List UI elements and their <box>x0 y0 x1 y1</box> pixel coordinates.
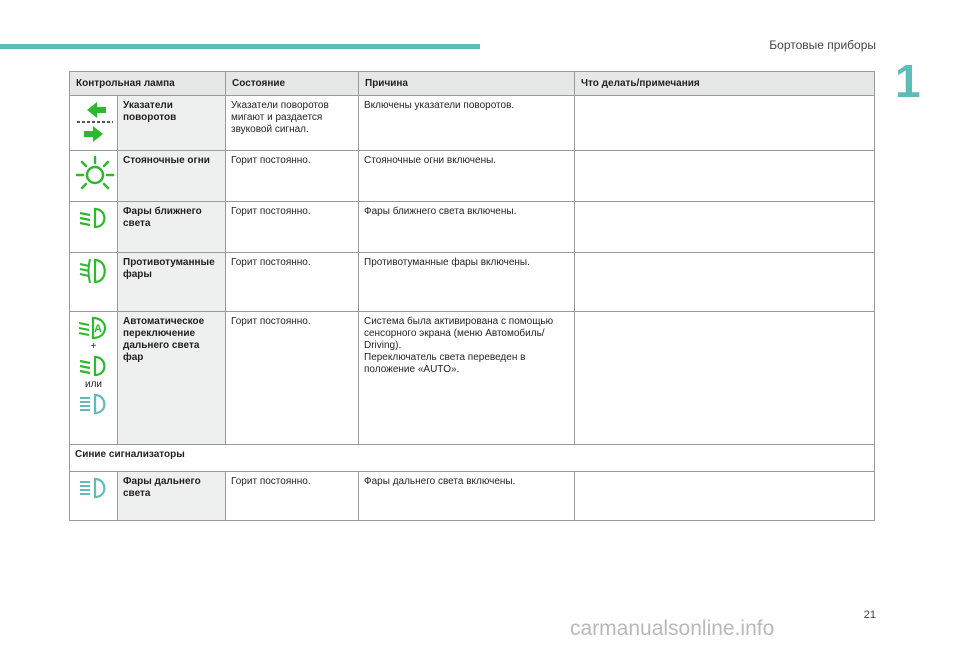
or-separator: или <box>84 379 102 390</box>
lamp-action <box>575 253 875 312</box>
lamp-name: Противотуманные фары <box>118 253 226 312</box>
lamp-action <box>575 96 875 151</box>
table-row <box>70 312 875 445</box>
lamp-state: Горит постоянно. <box>226 312 359 445</box>
table-row <box>70 96 875 151</box>
header-cause: Причина <box>359 72 575 96</box>
lamp-cause: Стояночные огни включены. <box>359 151 575 202</box>
watermark: carmanualsonline.info <box>570 617 775 640</box>
turn-signal-arrows-icon <box>75 100 115 144</box>
header-lamp: Контрольная лампа <box>70 72 226 96</box>
header-accent-bar <box>0 44 480 49</box>
table-row <box>70 472 875 521</box>
lamp-name: Указатели поворотов <box>118 96 226 151</box>
table-row <box>70 151 875 202</box>
lamp-cause: Фары дальнего света включены. <box>359 472 575 521</box>
page-number: 21 <box>863 609 876 621</box>
dipped-beam-icon <box>77 206 111 230</box>
lamp-name: Автоматическое переключение дальнего света фар <box>118 312 226 445</box>
lamp-action <box>575 312 875 445</box>
dipped-beam-icon <box>77 354 111 378</box>
lamp-action <box>575 472 875 521</box>
lamp-name: Фары ближнего света <box>118 202 226 253</box>
chapter-number: 1 <box>895 55 921 107</box>
sidelights-icon <box>75 155 115 195</box>
main-beam-icon <box>77 392 111 416</box>
lamp-name: Фары дальнего света <box>118 472 226 521</box>
section-title: Бортовые приборы <box>769 38 876 52</box>
plus-separator: + <box>90 341 97 352</box>
warning-lamps-table <box>69 71 875 521</box>
lamp-cause: Система была активирована с помощью сенсорного экрана (меню Автомобиль/ Driving). Переключатель света переведен в положение «AUTO». <box>359 312 575 445</box>
blue-section-title: Синие сигнализаторы <box>70 445 875 472</box>
lamp-state: Горит постоянно. <box>226 202 359 253</box>
auto-headlamp-icon <box>77 316 111 340</box>
lamp-state: Указатели поворотов мигают и раздается звуковой сигнал. <box>226 96 359 151</box>
lamp-cause: Включены указатели поворотов. <box>359 96 575 151</box>
table-row <box>70 253 875 312</box>
lamp-state: Горит постоянно. <box>226 253 359 312</box>
lamp-action <box>575 151 875 202</box>
svg-text:A: A <box>93 323 102 335</box>
lamp-name: Стояночные огни <box>118 151 226 202</box>
lamp-state: Горит постоянно. <box>226 472 359 521</box>
lamp-cause: Фары ближнего света включены. <box>359 202 575 253</box>
table-row <box>70 202 875 253</box>
lamp-state: Горит постоянно. <box>226 151 359 202</box>
lamp-action <box>575 202 875 253</box>
header-state: Состояние <box>226 72 359 96</box>
front-fog-icon <box>77 257 111 285</box>
main-beam-icon <box>77 476 111 500</box>
table-header-row <box>70 72 875 96</box>
lamp-cause: Противотуманные фары включены. <box>359 253 575 312</box>
header-action: Что делать/примечания <box>575 72 875 96</box>
section-heading-row <box>70 445 875 472</box>
